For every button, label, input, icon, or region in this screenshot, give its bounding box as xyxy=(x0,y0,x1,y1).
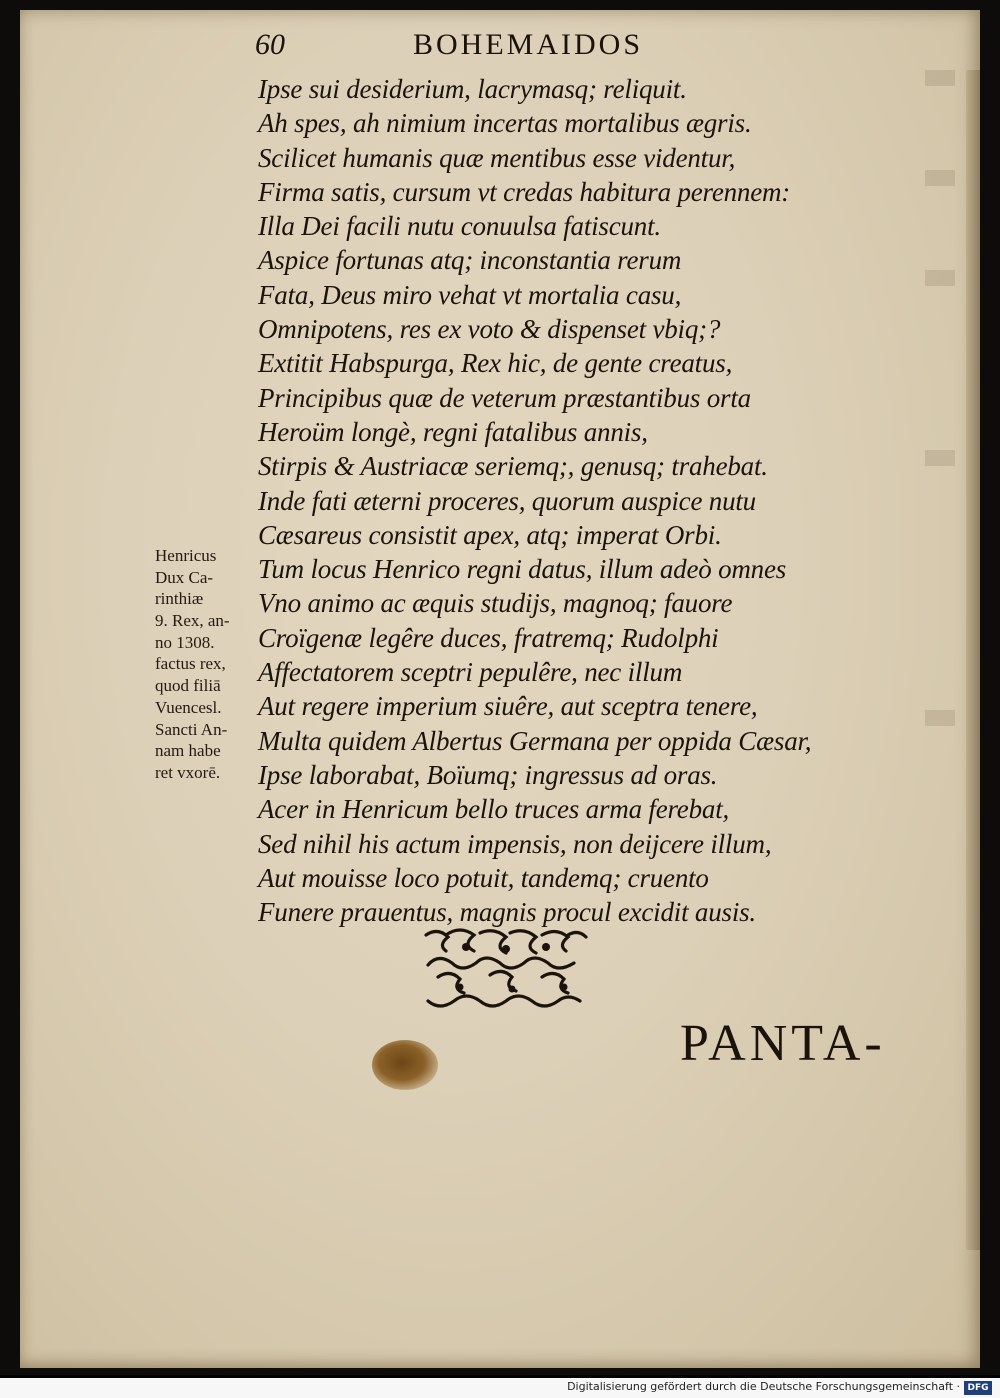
verse-line: Ipse laborabat, Boïumq; ingressus ad oras. xyxy=(258,759,718,790)
verse-line: Extitit Habspurga, Rex hic, de gente creatus, xyxy=(258,348,733,379)
verse-line: Ipse sui desiderium, lacrymasq; reliquit. xyxy=(258,74,687,104)
footer-credit: Digitalisierung gefördert durch die Deutsche Forschungsgemeinschaft · xyxy=(567,1380,960,1393)
note-line: ret vxorē. xyxy=(155,762,221,782)
verse-line: Firma satis, cursum vt credas habitura perennem: xyxy=(258,176,791,207)
facing-page-text xyxy=(925,450,975,466)
verse-line: Stirpis & Austriacæ seriemq;, genusq; trahebat. xyxy=(258,451,768,482)
verse-line: Omnipotens, res ex voto & dispenset vbiq;? xyxy=(258,314,721,345)
note-line: no 1308. xyxy=(155,632,215,652)
verse-line: Croïgenæ legêre duces, fratremq; Rudolphi xyxy=(258,622,719,653)
note-line: Henricus xyxy=(155,546,217,565)
note-line: Dux Ca- xyxy=(155,567,214,587)
verse-line: Funere prauentus, magnis procul excidit ausis. xyxy=(258,897,756,928)
verse-line: Aut regere imperium siuêre, aut sceptra tenere, xyxy=(258,691,758,722)
facing-page-text xyxy=(925,710,975,726)
digitization-footer xyxy=(0,1378,1000,1398)
verse-line: Aspice fortunas atq; inconstantia rerum xyxy=(258,245,682,276)
verse-line: Tum locus Henrico regni datus, illum adeò omnes xyxy=(258,554,787,585)
facing-page-text xyxy=(925,270,975,286)
marginal-note xyxy=(155,545,251,784)
verse-line: Illa Dei facili nutu conuulsa fatiscunt. xyxy=(258,211,661,242)
facing-page-edge xyxy=(966,70,980,1250)
running-header xyxy=(255,20,935,66)
running-title: BOHEMAIDOS xyxy=(413,28,644,61)
note-line: nam habe xyxy=(155,741,221,761)
verse-line: Multa quidem Albertus Germana per oppida Cæsar, xyxy=(258,725,812,756)
page-number: 60 xyxy=(255,28,285,61)
verse-line: Heroüm longè, regni fatalibus annis, xyxy=(258,416,648,447)
verse-line: Cæsareus consistit apex, atq; imperat Orbi. xyxy=(258,519,722,550)
ink-stain xyxy=(372,1040,438,1090)
verse-line: Principibus quæ de veterum præstantibus orta xyxy=(258,382,751,413)
verse-line: Ah spes, ah nimium incertas mortalibus ægris. xyxy=(258,108,752,139)
note-line: quod filiā xyxy=(155,676,221,696)
facing-page-text xyxy=(925,70,975,86)
verse-line: Vno animo ac æquis studijs, magnoq; fauore xyxy=(258,588,733,619)
verse-block xyxy=(258,72,898,929)
verse-line: Aut mouisse loco potuit, tandemq; cruento xyxy=(258,862,709,893)
catchword: PANTA- xyxy=(680,1015,886,1072)
verse-line: Affectatorem sceptri pepulêre, nec illum xyxy=(258,657,683,688)
verse-line: Sed nihil his actum impensis, non deijcere illum, xyxy=(258,828,772,859)
printer-ornament xyxy=(420,925,592,1015)
note-line: Sancti An- xyxy=(155,719,228,739)
verse-line: Acer in Henricum bello truces arma ferebat, xyxy=(258,794,730,825)
note-line: 9. Rex, an- xyxy=(155,611,230,631)
verse-line: Fata, Deus miro vehat vt mortalia casu, xyxy=(258,279,682,310)
dfg-logo: DFG xyxy=(964,1381,992,1395)
verse-line: Inde fati æterni proceres, quorum auspice nutu xyxy=(258,485,756,516)
note-line: rinthiæ xyxy=(155,589,204,609)
verse-line: Scilicet humanis quæ mentibus esse videntur, xyxy=(258,142,736,173)
note-line: Vuencesl. xyxy=(155,697,222,717)
facing-page-text xyxy=(925,170,975,186)
note-line: factus rex, xyxy=(155,654,226,674)
